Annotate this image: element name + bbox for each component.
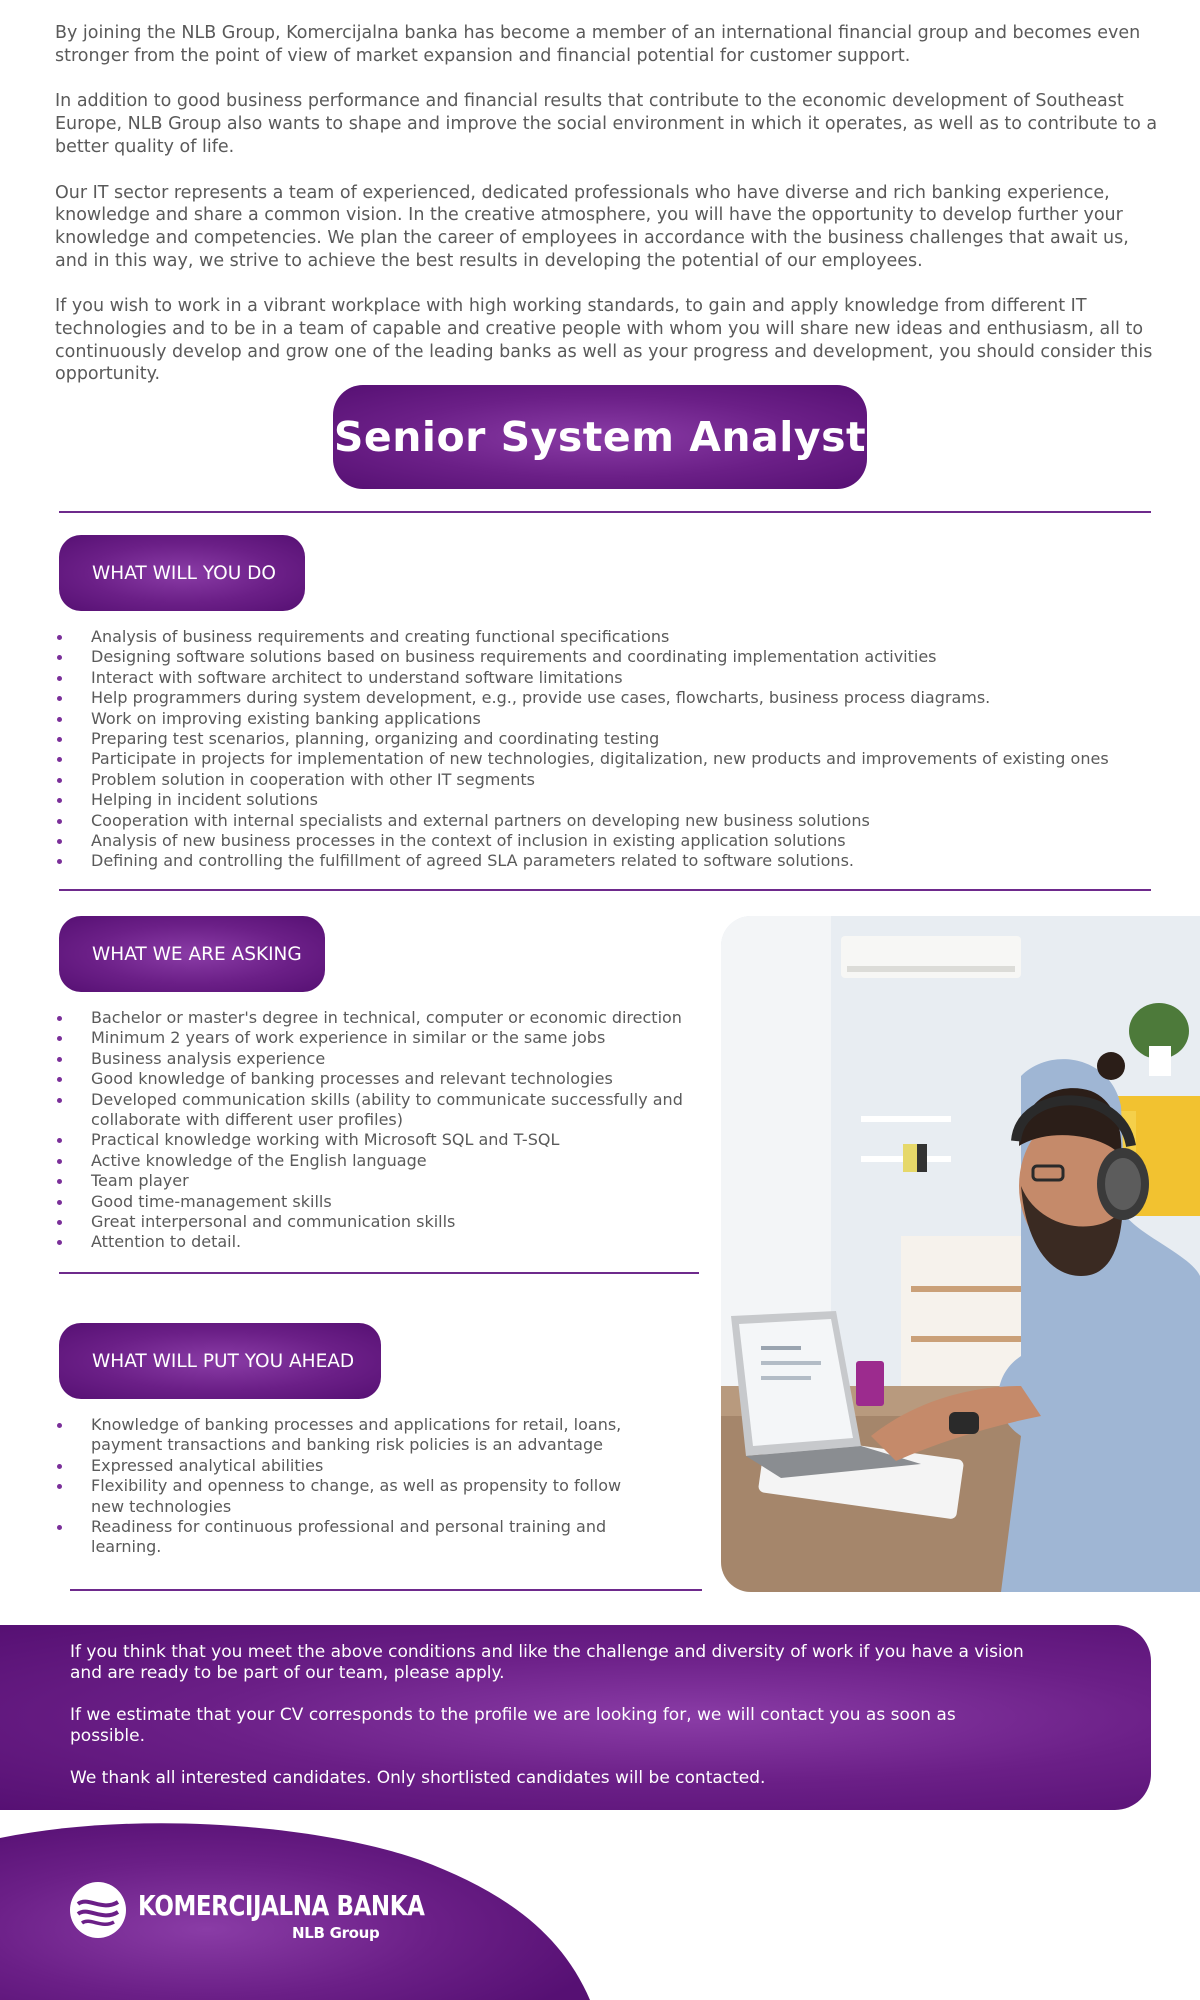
office-illustration	[721, 916, 1200, 1592]
intro-paragraph: In addition to good business performance and financial results that contribute to the economic development of Southeast Europe, NLB Group also wants to shape and improve the social environment in which it operates, as well as to contribute to a better quality of life.	[55, 91, 1158, 157]
list-item: Practical knowledge working with Microsoft SQL and T-SQL	[55, 1130, 685, 1150]
list-item: Preparing test scenarios, planning, organizing and coordinating testing	[55, 729, 1155, 749]
list-item: Good time-management skills	[55, 1192, 685, 1212]
list-item: Expressed analytical abilities	[55, 1456, 645, 1476]
do-list	[55, 627, 1155, 872]
intro-paragraph: If you wish to work in a vibrant workplace with high working standards, to gain and apply knowledge from different IT technologies and to be in a team of capable and creative people with whom you will share new ideas and enthusiasm, all to continuously develop and grow one of the leading banks as well as your progress and development, you should consider this opportunity.	[55, 296, 1153, 385]
list-item: Analysis of business requirements and creating functional specifications	[55, 627, 1155, 647]
job-title: Senior System Analyst	[333, 385, 867, 489]
intro-text	[55, 22, 1165, 409]
asking-list	[55, 1008, 685, 1253]
list-item: Business analysis experience	[55, 1049, 685, 1069]
closing-panel	[0, 1625, 1151, 1810]
list-item: Minimum 2 years of work experience in similar or the same jobs	[55, 1028, 685, 1048]
bank-logo-icon	[70, 1882, 126, 1938]
list-item: Flexibility and openness to change, as well as propensity to follow new technologies	[55, 1476, 645, 1517]
ahead-list	[55, 1415, 645, 1558]
list-item: Team player	[55, 1171, 685, 1191]
list-item: Knowledge of banking processes and applications for retail, loans, payment transactions and banking risk policies is an advantage	[55, 1415, 645, 1456]
bank-name: KOMERCIJALNA BANKA	[138, 1889, 425, 1922]
list-item: Helping in incident solutions	[55, 790, 1155, 810]
intro-paragraph: By joining the NLB Group, Komercijalna banka has become a member of an international financial group and becomes even stronger from the point of view of market expansion and financial potential for customer support.	[55, 23, 1141, 66]
closing-paragraph: If you think that you meet the above conditions and like the challenge and diversity of work if you have a vision and are ready to be part of our team, please apply.	[70, 1642, 1024, 1683]
list-item: Bachelor or master's degree in technical, computer or economic direction	[55, 1008, 685, 1028]
section-heading-ahead: WHAT WILL PUT YOU AHEAD	[59, 1323, 381, 1399]
list-item: Good knowledge of banking processes and relevant technologies	[55, 1069, 685, 1089]
list-item: Attention to detail.	[55, 1232, 685, 1252]
divider	[59, 511, 1151, 513]
list-item: Great interpersonal and communication skills	[55, 1212, 685, 1232]
office-photo	[721, 916, 1200, 1592]
list-item: Defining and controlling the fulfillment of agreed SLA parameters related to software solutions.	[55, 851, 1155, 871]
list-item: Help programmers during system development, e.g., provide use cases, flowcharts, business process diagrams.	[55, 688, 1155, 708]
section-heading-asking: WHAT WE ARE ASKING	[59, 916, 325, 992]
list-item: Developed communication skills (ability to communicate successfully and collaborate with different user profiles)	[55, 1090, 685, 1131]
list-item: Participate in projects for implementation of new technologies, digitalization, new products and improvements of existing ones	[55, 749, 1155, 769]
list-item: Designing software solutions based on business requirements and coordinating implementation activities	[55, 647, 1155, 667]
bank-group: NLB Group	[292, 1924, 380, 1942]
divider	[70, 1589, 702, 1591]
list-item: Readiness for continuous professional and personal training and learning.	[55, 1517, 645, 1558]
list-item: Work on improving existing banking applications	[55, 709, 1155, 729]
list-item: Active knowledge of the English language	[55, 1151, 685, 1171]
list-item: Problem solution in cooperation with other IT segments	[55, 770, 1155, 790]
closing-paragraph: We thank all interested candidates. Only shortlisted candidates will be contacted.	[70, 1768, 766, 1788]
divider	[59, 1272, 699, 1274]
intro-paragraph: Our IT sector represents a team of experienced, dedicated professionals who have diverse and rich banking experience, knowledge and share a common vision. In the creative atmosphere, you will have the opportunity to develop further your knowledge and competencies. We plan the career of employees in accordance with the business challenges that await us, and in this way, we strive to achieve the best results in developing the potential of our employees.	[55, 182, 1129, 271]
closing-paragraph: If we estimate that your CV corresponds to the profile we are looking for, we will contact you as soon as possible.	[70, 1705, 956, 1746]
divider	[59, 889, 1151, 891]
section-heading-do: WHAT WILL YOU DO	[59, 535, 305, 611]
list-item: Cooperation with internal specialists and external partners on developing new business solutions	[55, 811, 1155, 831]
list-item: Analysis of new business processes in the context of inclusion in existing application solutions	[55, 831, 1155, 851]
list-item: Interact with software architect to understand software limitations	[55, 668, 1155, 688]
